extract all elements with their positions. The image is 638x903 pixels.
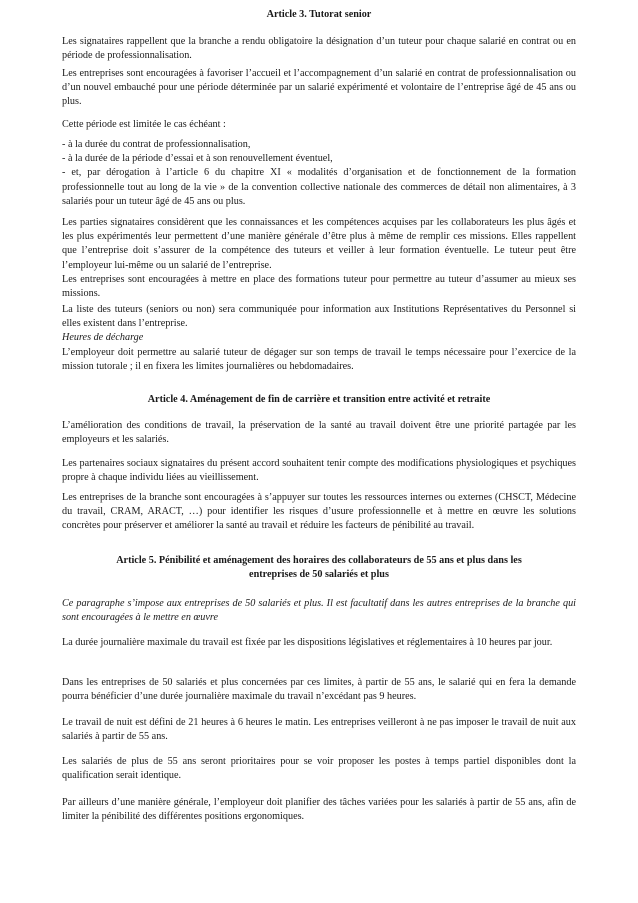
article-3-paragraph-4b: Les entreprises sont encouragées à mettre en place des formations tuteur pour permettre au tuteur d’assumer au mieux ses missions. (62, 273, 576, 300)
list-item: - et, par dérogation à l’article 6 du chapitre XI « modalités d’organisation et de fonctionnement de la formation professionnelle tout au long de la vie » de la convention collective nationale des commerces de détail non alimentaires, à 3 salariés pour un tuteur âgé de 45 ans ou plus. (62, 167, 576, 207)
article-4-title: Article 4. Aménagement de fin de carrière et transition entre activité et retraite (147, 394, 491, 405)
article-3-title: Article 3. Tutorat senior (266, 9, 372, 20)
article-3-paragraph-2: Les entreprises sont encouragées à favoriser l’accueil et l’accompagnement d’un salarié en contrat de professionnalisation ou d’un nouvel embauché pour une période déterminée par un salarié expérimenté et volontaire de l’entreprise âgé de 45 ans ou plus. (62, 68, 576, 108)
list-item: - à la durée de la période d’essai et à son renouvellement éventuel, (62, 153, 333, 165)
article-5-paragraph-1: Ce paragraphe s’impose aux entreprises de 50 salariés et plus. Il est facultatif dans les autres entreprises de la branche qui sont encouragées à le mettre en œuvre (62, 598, 576, 624)
article-5-paragraph-6: Par ailleurs d’une manière générale, l’employeur doit planifier des tâches variées pour les salariés à partir de 55 ans, afin de limiter la pénibilité des différentes positions ergonomiques. (62, 797, 576, 823)
article-3-paragraph-4a: Les parties signataires considèrent que les connaissances et les compétences acquises par les collaborateurs les plus âgés et les plus expérimentés leur permettent d’une manière générale d’être plus à même de remplir ces missions. Elles rappellent que l’entreprise doit s’assurer de la compétence des tuteurs et veiller à leur formation éventuelle. Le tuteur peut être l’employeur lui-même ou un salarié de l’entreprise. (62, 217, 576, 271)
article-5-paragraph-4: Le travail de nuit est défini de 21 heures à 6 heures le matin. Les entreprises veilleront à ne pas imposer le travail de nuit aux salariés à partir de 55 ans. (62, 717, 576, 743)
article-4-paragraph-1: L’amélioration des conditions de travail, la préservation de la santé au travail doivent être une priorité partagée par les employeurs et les salariés. (62, 420, 576, 446)
list-item: - à la durée du contrat de professionnalisation, (62, 139, 251, 150)
article-3-paragraph-4 (62, 216, 576, 301)
article-5-title-line-2: entreprises de 50 salariés et plus (249, 569, 389, 581)
article-3-paragraph-3: Cette période est limitée le cas échéant : (62, 119, 226, 130)
article-5-paragraph-5: Les salariés de plus de 55 ans seront prioritaires pour se voir proposer les postes à temps partiel disponibles dont la qualification serait identique. (62, 756, 576, 782)
article-5-title-line-1: Article 5. Pénibilité et aménagement des horaires des collaborateurs de 55 ans et plus dans les (116, 555, 522, 566)
article-5-title (62, 554, 576, 582)
article-3-paragraph-1: Les signataires rappellent que la branche a rendu obligatoire la désignation d’un tuteur pour chaque salarié en contrat ou en période de professionnalisation. (62, 36, 576, 62)
article-4-paragraph-3: Les entreprises de la branche sont encouragées à s’appuyer sur toutes les ressources internes ou externes (CHSCT, Médecine du travail, CRAM, ARACT, …) pour identifier les risques d’usure professionnelle et à mettre en œuvre les solutions concrètes pour préserver et améliorer la santé au travail et réduire les facteurs de pénibilité au travail. (62, 492, 576, 532)
article-4-paragraph-2: Les partenaires sociaux signataires du présent accord souhaitent tenir compte des modifications physiologiques et psychiques propre à chaque individu liées au vieillissement. (62, 458, 576, 484)
article-3-list (62, 138, 576, 209)
article-3-paragraph-5a: La liste des tuteurs (seniors ou non) sera communiquée pour information aux Institutions Représentatives du Personnel si elles existent dans l’entreprise. (62, 304, 576, 330)
heures-de-decharge-heading: Heures de décharge (62, 332, 144, 344)
article-5-paragraph-2: La durée journalière maximale du travail est fixée par les dispositions législatives et réglementaires à 10 heures par jour. (62, 637, 553, 648)
article-5-paragraph-3: Dans les entreprises de 50 salariés et plus concernées par ces limites, à partir de 55 ans, le salarié qui en fera la demande pourra bénéficier d’une durée journalière maximale du travail n’excédant pas 9 heures. (62, 677, 576, 703)
article-3-paragraph-5 (62, 303, 576, 374)
article-3-paragraph-5b: L’employeur doit permettre au salarié tuteur de dégager sur son temps de travail le temps nécessaire pour l’exercice de la mission tutorale ; il en fixera les limites journalières ou hebdomadaires. (62, 346, 576, 372)
